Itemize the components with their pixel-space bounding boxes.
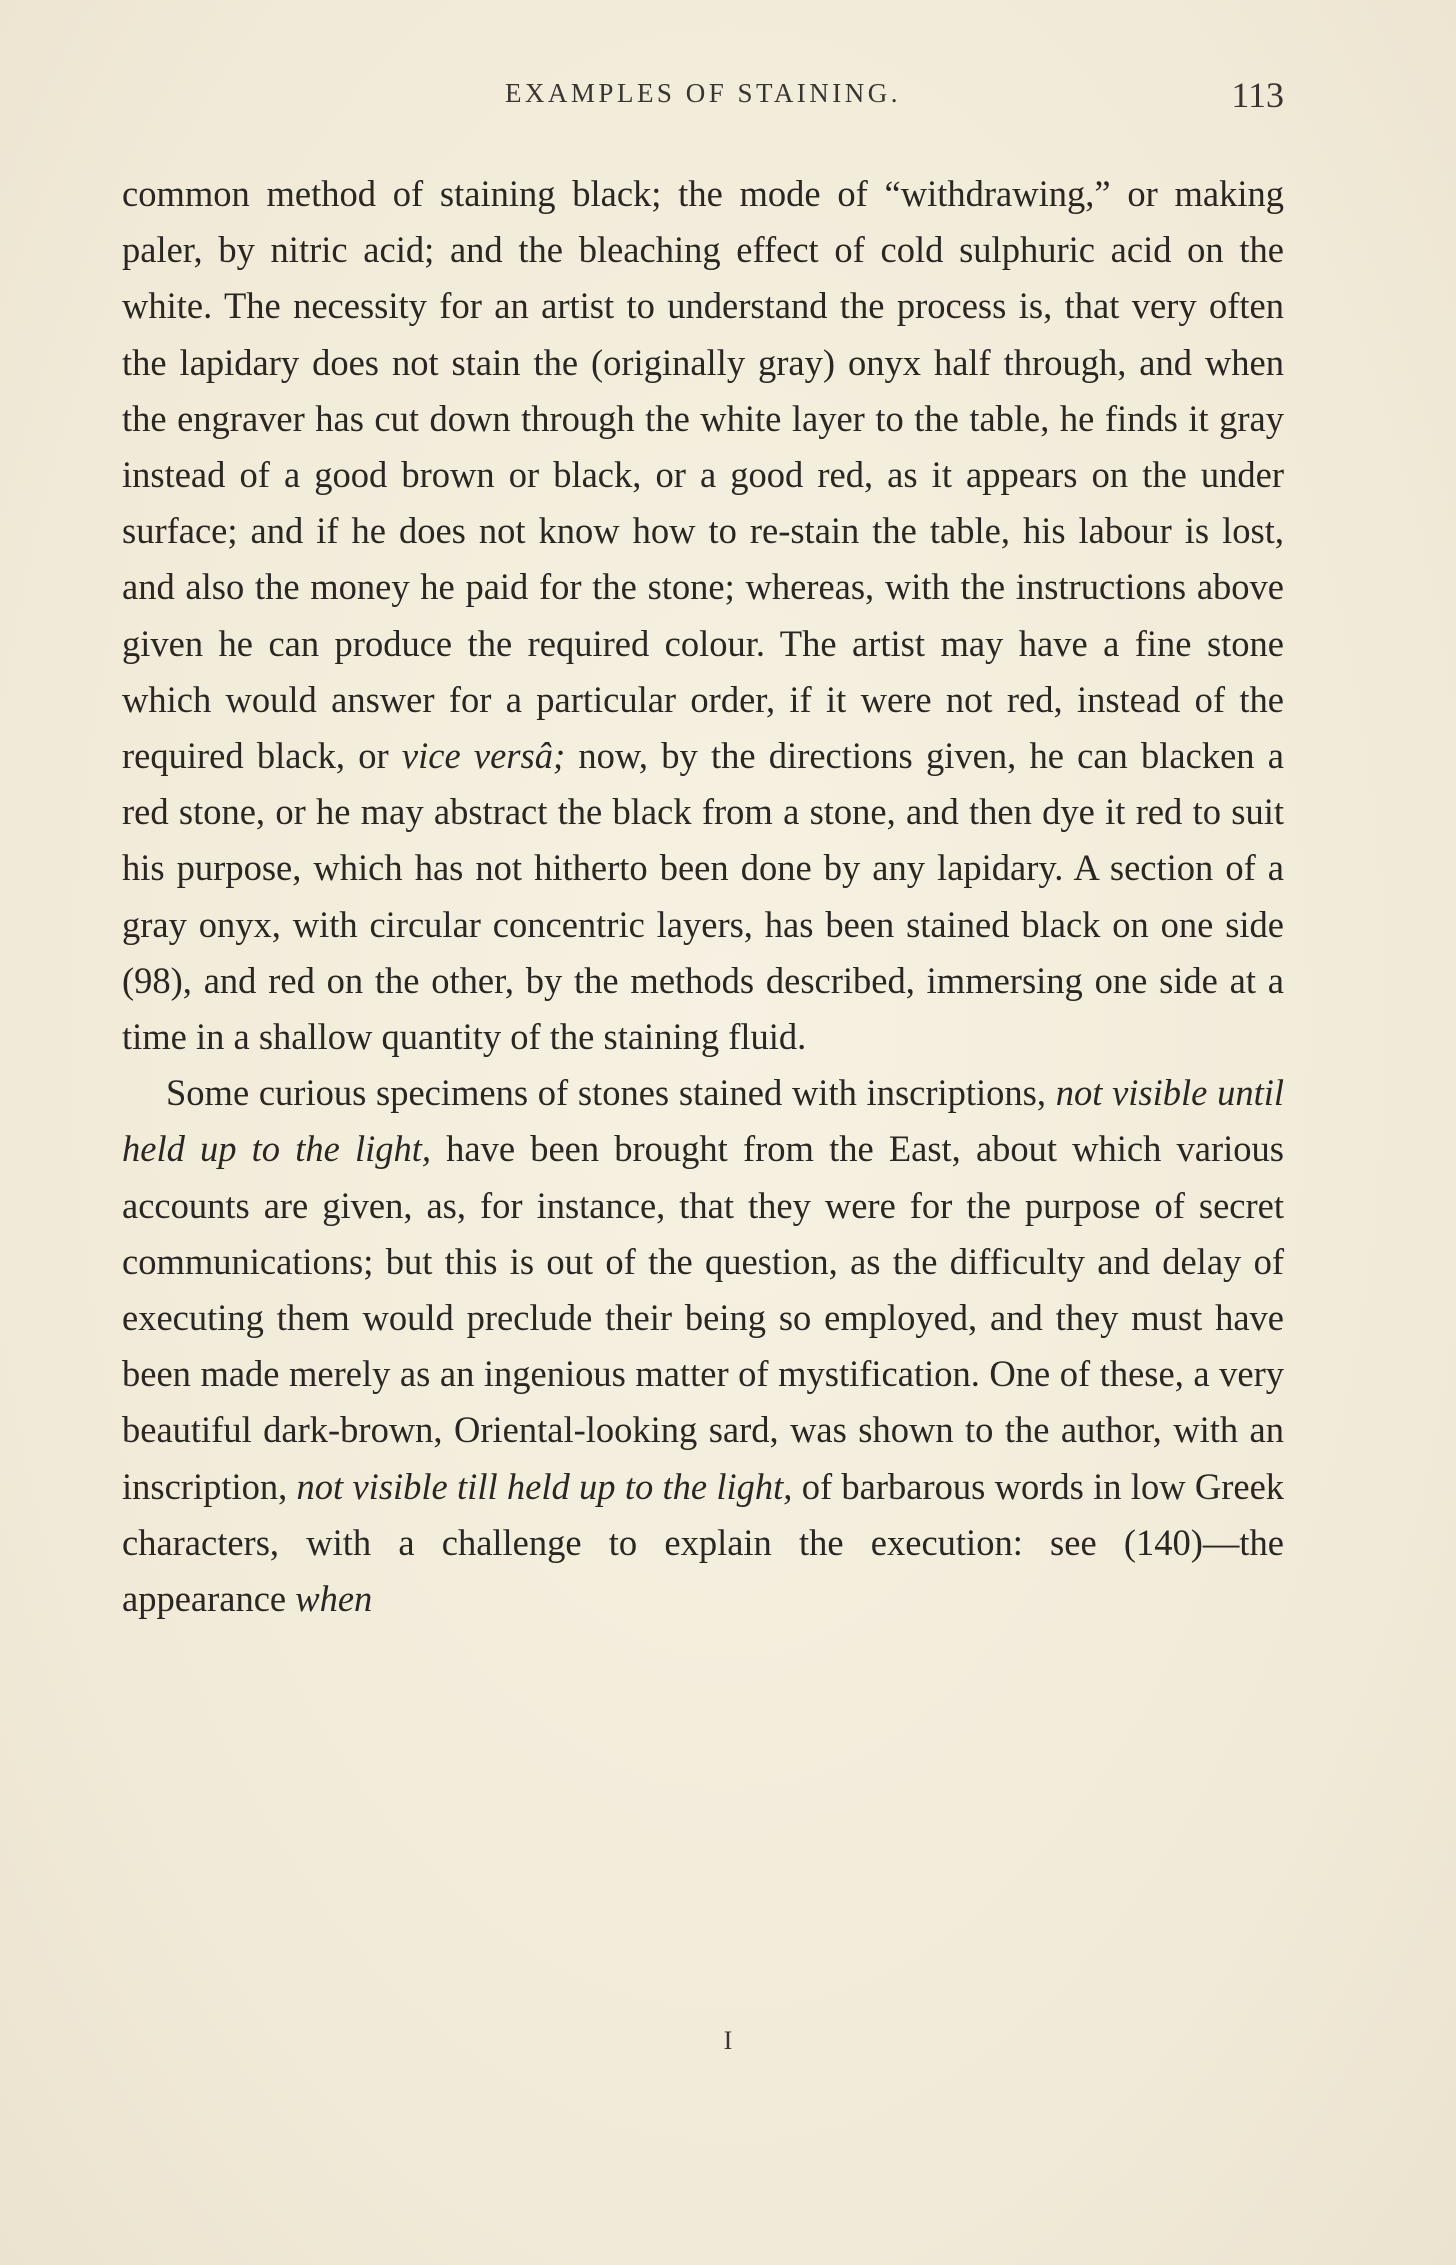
text-segment: Some curious specimens of stones stained with inscriptions, [166,1072,1056,1114]
text-segment: now, by the directions given, he can blacken a red stone, or he may abstract the black from a stone, and then dye it red to suit his purpose, which has not hitherto been done by any lapidary. A section of a gray onyx, with circular concentric layers, has been stained black on one side (98), and red on the other, by the methods described, immersing one side at a time in a shallow quantity of the staining fluid. [122,735,1284,1058]
italic-text-segment: when [295,1578,373,1620]
paragraph-2 [122,1065,1284,1627]
italic-text-segment: vice versâ; [401,735,566,777]
paragraph-1 [122,166,1284,1065]
running-head [122,75,1284,118]
text-segment: have been brought from the East, about which various accounts are given, as, for instance, that they were for the purpose of secret communications; but this is out of the question, as the difficulty and delay of executing them would preclude their being so employed, and they must have been made merely as an ingenious matter of mystification. One of these, a very beautiful dark-brown, Oriental-looking sard, was shown to the author, with an inscription, [122,1128,1284,1507]
text-segment: of barbarous words in low Greek characters, with a challenge to explain the execution: see (140)—the appearance [122,1465,1285,1620]
text-segment: common method of staining black; the mode of “withdrawing,” or making paler, by nitric acid; and the bleaching effect of cold sulphuric acid on the white. The necessity for an artist to understand the process is, that very often the lapidary does not stain the (originally gray) onyx half through, and when the engraver has cut down through the white layer to the table, he finds it gray instead of a good brown or black, or a good red, as it appears on the under surface; and if he does not know how to re-stain the table, his labour is lost, and also the money he paid for the stone; whereas, with the instructions above given he can produce the required colour. The artist may have a fine stone which would answer for a particular order, if it were not red, instead of the required black, or [122,173,1284,777]
italic-text-segment: not visible until held up to the light, [122,1072,1284,1170]
body-text [122,166,1284,1627]
page-number: 113 [1231,75,1284,115]
running-title: EXAMPLES OF STAINING. [504,78,902,108]
italic-text-segment: not visible till held up to the light, [296,1465,793,1507]
signature-mark: I [723,2026,733,2055]
